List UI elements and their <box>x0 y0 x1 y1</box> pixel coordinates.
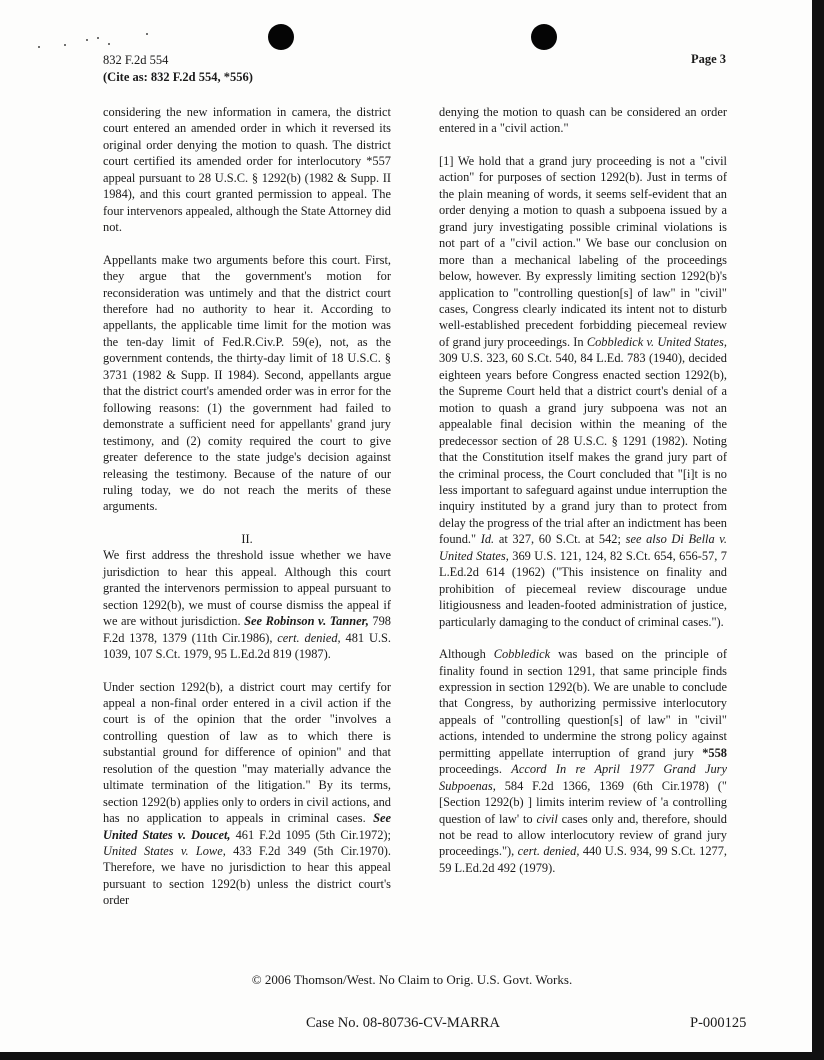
citation-link: See United States v. Doucet, <box>103 811 391 842</box>
scan-edge <box>0 1052 824 1060</box>
case-name: Cobbledick <box>493 647 551 662</box>
scan-speck <box>38 46 40 48</box>
section-heading: II. <box>241 531 253 546</box>
scan-speck <box>108 43 110 45</box>
id-reference: Id. <box>480 532 495 547</box>
emphasis: civil <box>536 811 558 826</box>
case-number: Case No. 08-80736-CV-MARRA <box>306 1015 501 1031</box>
scan-speck <box>97 37 99 39</box>
paragraph: Appellants make two arguments before this court. First, they argue that the government's motion for reconsideration was untimely and that the district court therefore had no authority to hear it. According to appellants, the applicable time limit for the motion was the ten-day limit of Fed.R.Civ.P. 59(e), not, as the government contends, the thirty-day limit of 18 U.S.C. § 3731 (1982 & Supp. II 1984). Second, appellants argue that the district court's amended order was in error for the following reasons: (1) the government had failed to demonstrate a sufficient need for appellants' grand jury testimony, and (2) comity required the court to give greater deference to the state judge's decision against releasing the testimony. Because of the nature of our ruling today, we do not reach the merits of these arguments. <box>103 252 391 514</box>
paragraph: Although Cobbledick was based on the principle of finality found in section 1291, that same principle finds expression in section 1292(b). We are unable to conclude that Congress, by authorizing permissive interlocutory appeals of "controlling question[s] of law" in "civil" actions, intended to undermine the strong policy against permitting appellate interruption of grand jury *558 proceedings. Accord In re April 1977 Grand Jury Subpoenas, 584 F.2d 1366, 1369 (6th Cir.1978) ("[Section 1292(b) ] limits interim review of 'a controlling question of law' to civil cases only and, therefore, should not be read to allow interlocutory review of grand jury proceedings."), cert. denied, 440 U.S. 934, 99 S.Ct. 1277, 59 L.Ed.2d 492 (1979). <box>439 647 728 875</box>
punch-hole <box>531 24 557 50</box>
cert-denied: cert. denied, <box>277 630 341 645</box>
scan-speck <box>86 39 88 41</box>
case-name: see also Di Bella v. United States, <box>439 532 727 563</box>
case-name: United States v. Lowe, <box>103 844 226 859</box>
citation-link: See Robinson v. Tanner, <box>244 614 369 629</box>
case-name: Cobbledick v. United States, <box>586 334 727 349</box>
right-column <box>439 104 727 876</box>
reporter-citation: 832 F.2d 554 <box>103 53 169 67</box>
paragraph: [1] We hold that a grand jury proceeding is not a "civil action" for purposes of section 1292(b). Just in terms of the plain meaning of words, it seems self-evident that an order denying a motion to quash a subpoena issued by a grand jury investigating possible criminal violations is not part of a "civil action." We base our conclusion on more than a mechanical labeling of the proceedings below, however. By expressly limiting section 1292(b)'s application to "controlling question[s] of law" in "civil" cases, Congress clearly indicated its intent not to disturb well-established precedent forbidding piecemeal review of grand jury proceedings. In Cobbledick v. United States, 309 U.S. 323, 60 S.Ct. 540, 84 L.Ed. 783 (1940), decided eighteen years before Congress enacted section 1292(b), the Supreme Court held that a district court's denial of a motion to quash a grand jury subpoena was not an appealable final decision within the meaning of the predecessor section of 28 U.S.C. § 1291 (1982). Noting that the Constitution itself makes the grand jury part of the criminal process, the Court concluded that "[i]t is no less important to safeguard against undue interruption the inquiry instituted by a grand jury than to protect from delay the progress of the trial after an indictment has been found." Id. at 327, 60 S.Ct. at 542; see also Di Bella v. United States, 369 U.S. 121, 124, 82 S.Ct. 654, 656-57, 7 L.Ed.2d 614 (1962) ("This insistence on finality and prohibition of piecemeal review discourage undue litigiousness and leaden-footed administration of justice, particularly damaging to the conduct of criminal cases."). <box>439 153 727 629</box>
scan-speck <box>64 44 66 46</box>
cert-denied: cert. denied, <box>517 844 580 859</box>
cite-as: (Cite as: 832 F.2d 554, *556) <box>103 70 253 84</box>
page-number: Page 3 <box>690 52 726 66</box>
star-page: *558 <box>702 745 727 760</box>
case-name: Accord In re April 1977 Grand Jury Subpoenas, <box>439 762 728 793</box>
scan-speck <box>146 33 148 35</box>
copyright-notice: © 2006 Thomson/West. No Claim to Orig. U.S. Govt. Works. <box>251 972 573 987</box>
paragraph: Under section 1292(b), a district court may certify for appeal a non-final order entered in a civil action if the court is of the opinion that the order "involves a controlling question of law as to which there is substantial ground for difference of opinion" and that resolution of the question "may materially advance the ultimate termination of the litigation." By its terms, section 1292(b) applies only to orders in civil actions, and has no application to appeals in criminal cases. See United States v. Doucet, 461 F.2d 1095 (5th Cir.1972); United States v. Lowe, 433 F.2d 349 (5th Cir.1970). Therefore, we have no jurisdiction to hear this appeal pursuant to section 1292(b) unless the district court's order <box>103 679 391 908</box>
scan-edge <box>812 0 824 1060</box>
left-column <box>103 104 391 909</box>
paragraph: denying the motion to quash can be considered an order entered in a "civil action." <box>439 105 727 136</box>
paragraph: considering the new information in camera, the district court entered an amended order in which it reversed its original order denying the motion to quash. The district court certified its amended order for interlocutory *557 appeal pursuant to 28 U.S.C. § 1292(b) (1982 & Supp. II 1984), and this court granted permission to appeal. The four intervenors appealed, although the State Attorney did not. <box>103 105 391 235</box>
punch-hole <box>268 24 294 50</box>
bates-number: P-000125 <box>690 1015 747 1031</box>
citation-header <box>103 52 253 86</box>
paragraph: We first address the threshold issue whether we have jurisdiction to hear this appeal. Although this court granted the intervenors permission to appeal pursuant to section 1292(b), we must of course dismiss the appeal if we are without jurisdiction. See Robinson v. Tanner, 798 F.2d 1378, 1379 (11th Cir.1986), cert. denied, 481 U.S. 1039, 107 S.Ct. 1979, 95 L.Ed.2d 819 (1987). <box>103 548 391 662</box>
